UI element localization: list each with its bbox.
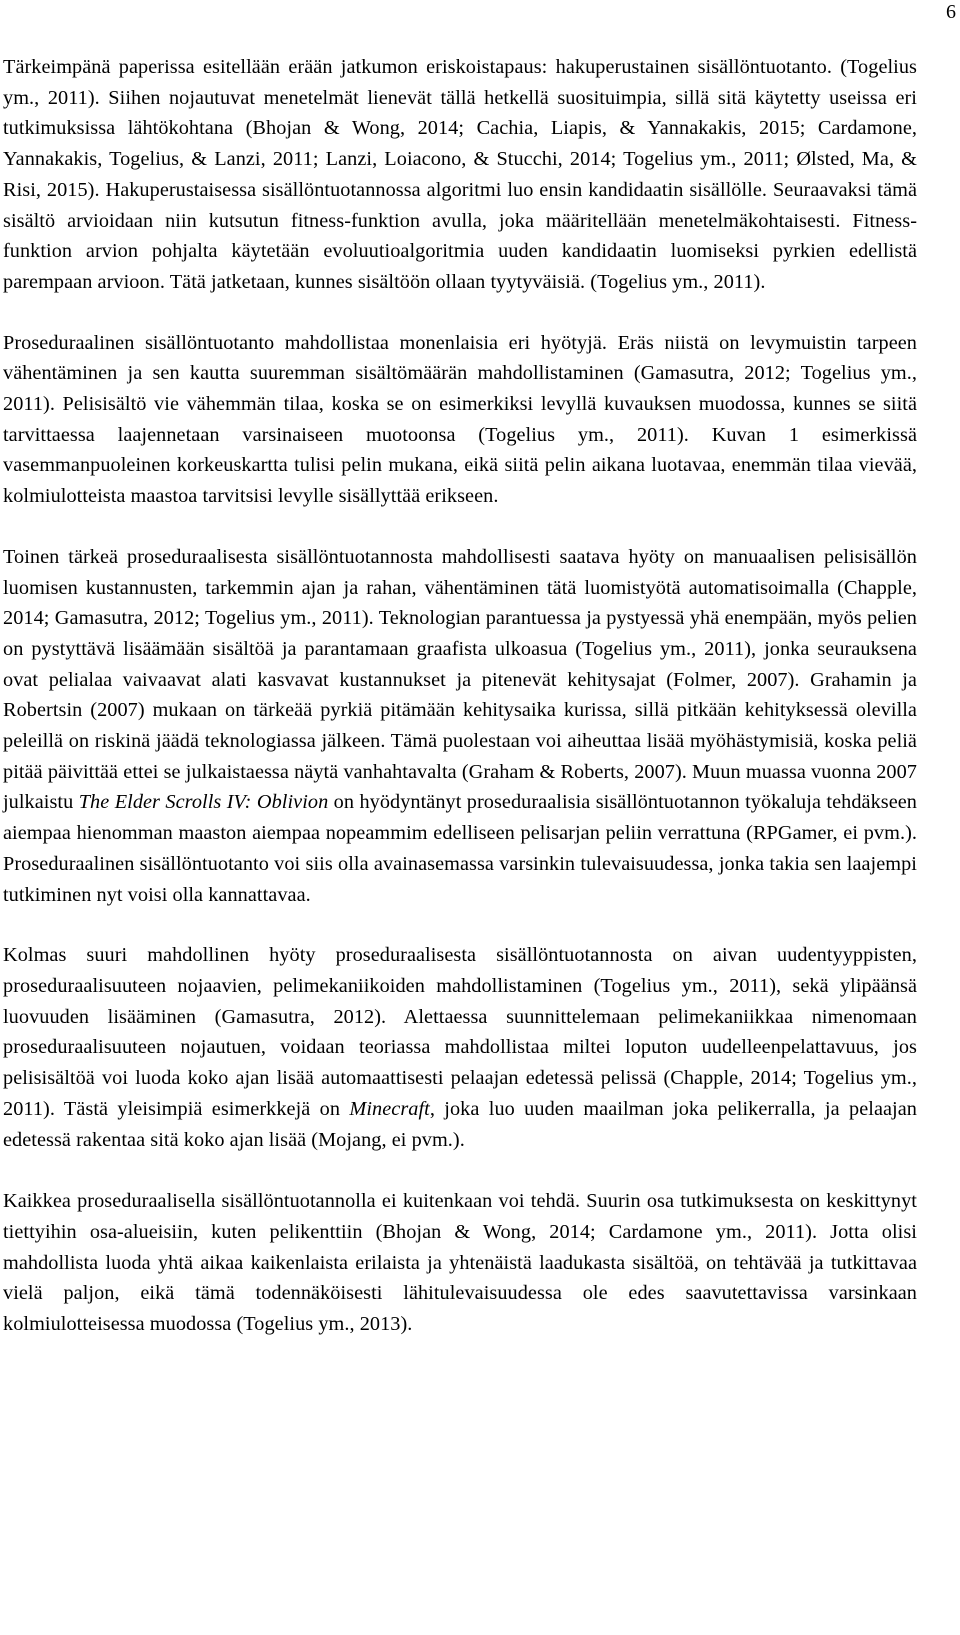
document-body (3, 52, 917, 1340)
paragraph-storage-benefit (3, 328, 917, 512)
paragraph-text: Kolmas suuri mahdollinen hyöty proseduraalisesta sisällöntuotannosta on aivan uudentyyppisten, proseduraalisuuteen nojaavien, pelimekaniikoiden mahdollistaminen (Togelius ym., 2011), sekä ylipäänsä luovuuden lisääminen (Gamasutra, 2012). Alettaessa suunnittelemaan pelimekaniikkaa nimenomaan proseduraalisuuteen nojautuen, voidaan teoriassa mahdollistaa miltei loputon uudelleenpelattavuus, jos pelisisältöä voi luoda koko ajan lisää automaattisesti pelaajan edetessä pelissä (Chapple, 2014; Togelius ym., 2011). Tästä yleisimpiä esimerkkejä on (3, 944, 917, 1120)
paragraph-text: on hyödyntänyt proseduraalisia sisällöntuotannon työkaluja tehdäkseen aiempaa hienomman maaston aiempaa nopeammim edelliseen pelisarjan peliin verrattuna (RPGamer, ei pvm.). Proseduraalinen sisällöntuotanto voi siis olla avainasemassa varsinkin tulevaisuudessa, jonka takia sen laajempi tutkiminen nyt voisi olla kannattavaa. (3, 791, 917, 906)
game-title-oblivion: The Elder Scrolls IV: Oblivion (78, 791, 329, 814)
game-title-minecraft: Minecraft (349, 1097, 430, 1120)
paragraph-text: Tärkeimpänä paperissa esitellään erään jatkumon eriskoistapaus: hakuperustainen sisällöntuotanto. (Togelius ym., 2011). Siihen nojautuvat menetelmät lienevät tällä hetkellä suosituimpia, sillä sitä käytetty useissa eri tutkimuksissa lähtökohtana (Bhojan & Wong, 2014; Cachia, Liapis, & Yannakakis, 2015; Cardamone, Yannakakis, Togelius, & Lanzi, 2011; Lanzi, Loiacono, & Stucchi, 2014; Togelius ym., 2011; Ølsted, Ma, & Risi, 2015). Hakuperustaisessa sisällöntuotannossa algoritmi luo ensin kandidaatin sisällölle. Seuraavaksi tämä sisältö arvioidaan niin kutsutun fitness-funktion avulla, joka määritellään menetelmäkohtaisesti. Fitness-funktion arvion pohjalta käytetään evoluutioalgoritmia uuden kandidaatin luomiseksi pyrkien edellistä parempaan arvioon. Tätä jatketaan, kunnes sisältöön ollaan tyytyväisiä. (Togelius ym., 2011). (3, 56, 917, 293)
paragraph-new-mechanics-benefit (3, 940, 917, 1155)
paragraph-text: , joka luo uuden maailman joka pelikerralla, ja pelaajan edetessä rakentaa sitä koko ajan lisää (Mojang, ei pvm.). (3, 1097, 917, 1151)
page-number: 6 (946, 1, 956, 23)
paragraph-limitations (3, 1186, 917, 1340)
paragraph-text: Toinen tärkeä proseduraalisesta sisällöntuotannosta mahdollisesti saatava hyöty on manuaalisen pelisisällön luomisen kustannusten, tarkemmin ajan ja rahan, vähentäminen tätä luomistyötä automatisoimalla (Chapple, 2014; Gamasutra, 2012; Togelius ym., 2011). Teknologian parantuessa ja pystyessä yhä enempään, myös pelien on pystyttävä lisäämään sisältöä ja parantamaan graafista ulkoasua (Togelius ym., 2011), jonka seurauksena ovat pelialaa vaivaavat alati kasvavat kustannukset ja pitenevät kehitysajat (Folmer, 2007). Grahamin ja Robertsin (2007) mukaan on tärkeää pyrkiä pitämään kehitysaika kurissa, sillä pitkään kehityksessä olevilla peleillä on riskinä jäädä teknologiassa jälkeen. Tämä puolestaan voi aiheuttaa lisää myöhästymisiä, koska peliä pitää päivittää ettei se julkaistaessa näytä vanhahtavalta (Graham & Roberts, 2007). Muun muassa vuonna 2007 julkaistu (3, 545, 917, 814)
paragraph-search-based-generation (3, 52, 917, 298)
paragraph-text: Kaikkea proseduraalisella sisällöntuotannolla ei kuitenkaan voi tehdä. Suurin osa tutkimuksesta on keskittynyt tiettyihin osa-alueisiin, kuten pelikenttiin (Bhojan & Wong, 2014; Cardamone ym., 2011). Jotta olisi mahdollista luoda yhtä aikaa kaikenlaista erilaista ja yhtenäistä laadukasta sisältöä, on tehtävää ja tutkittavaa vielä paljon, eikä tämä todennäköisesti lähitulevaisuudessa ole edes saavutettavissa varsinkaan kolmiulotteisessa muodossa (Togelius ym., 2013). (3, 1190, 917, 1336)
paragraph-cost-benefit (3, 542, 917, 910)
paragraph-text: Proseduraalinen sisällöntuotanto mahdollistaa monenlaisia eri hyötyjä. Eräs niistä on levymuistin tarpeen vähentäminen ja sen kautta suuremman sisältömäärän mahdollistaminen (Gamasutra, 2012; Togelius ym., 2011). Pelisisältö vie vähemmän tilaa, koska se on esimerkiksi levyllä kuvauksen muodossa, kunnes se siitä tarvittaessa laajennetaan varsinaiseen muotoonsa (Togelius ym., 2011). Kuvan 1 esimerkissä vasemmanpuoleinen korkeuskartta tulisi pelin mukana, eikä siitä pelin aikana luotavaa, enemmän tilaa vievää, kolmiulotteista maastoa tarvitsisi levylle sisällyttää erikseen. (3, 331, 917, 508)
